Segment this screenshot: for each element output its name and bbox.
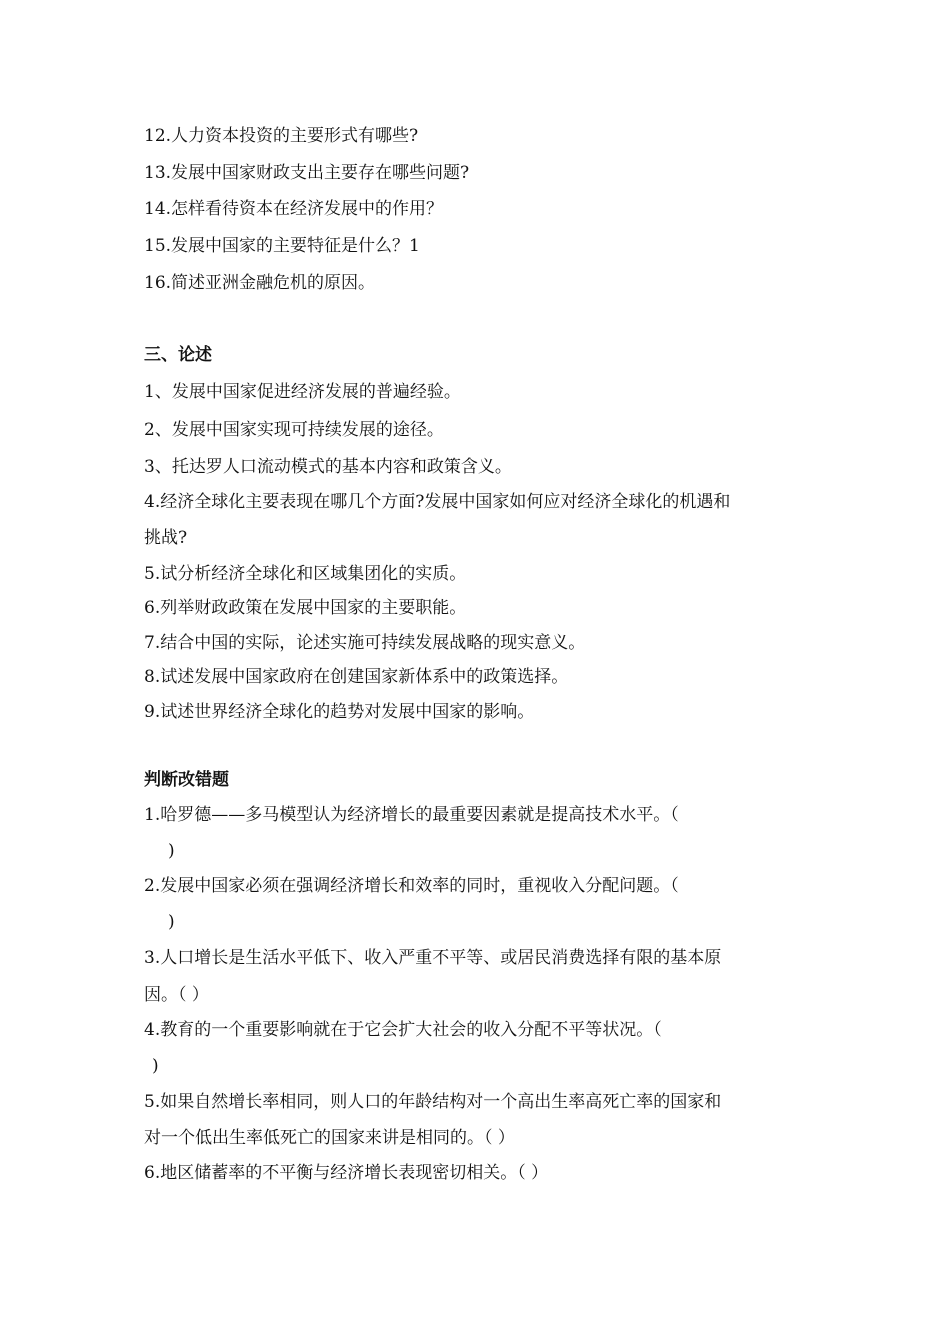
tf-item-1-bracket: )	[168, 841, 175, 861]
question-12: 12.人力资本投资的主要形式有哪些?	[144, 126, 419, 146]
essay-item-2: 2、发展中国家实现可持续发展的途径。	[144, 420, 444, 440]
essay-item-8: 8.试述发展中国家政府在创建国家新体系中的政策选择。	[144, 667, 569, 687]
essay-item-4: 4.经济全球化主要表现在哪几个方面?发展中国家如何应对经济全球化的机遇和	[144, 492, 731, 512]
tf-item-2-bracket: )	[168, 912, 175, 932]
question-15: 15.发展中国家的主要特征是什么？1	[144, 236, 420, 256]
essay-item-4-continued: 挑战?	[144, 528, 188, 548]
question-13: 13.发展中国家财政支出主要存在哪些问题?	[144, 163, 470, 183]
tf-item-3: 3.人口增长是生活水平低下、收入严重不平等、或居民消费选择有限的基本原	[144, 948, 722, 968]
essay-item-1: 1、发展中国家促进经济发展的普遍经验。	[144, 382, 461, 402]
tf-item-6: 6.地区储蓄率的不平衡与经济增长表现密切相关。（ ）	[144, 1163, 549, 1183]
question-14: 14.怎样看待资本在经济发展中的作用？	[144, 199, 444, 219]
tf-item-4: 4.教育的一个重要影响就在于它会扩大社会的收入分配不平等状况。（	[144, 1020, 662, 1040]
question-16: 16.简述亚洲金融危机的原因。	[144, 273, 376, 293]
true-false-heading: 判断改错题	[144, 770, 229, 790]
essay-item-7: 7.结合中国的实际，论述实施可持续发展战略的现实意义。	[144, 633, 586, 653]
essay-heading: 三、论述	[144, 345, 212, 365]
tf-item-3-continued: 因。（ ）	[144, 985, 209, 1005]
essay-item-3: 3、托达罗人口流动模式的基本内容和政策含义。	[144, 457, 512, 477]
tf-item-4-bracket: )	[152, 1056, 159, 1076]
essay-item-9: 9.试述世界经济全球化的趋势对发展中国家的影响。	[144, 702, 535, 722]
essay-item-5: 5.试分析经济全球化和区域集团化的实质。	[144, 564, 467, 584]
essay-item-6: 6.列举财政政策在发展中国家的主要职能。	[144, 598, 467, 618]
tf-item-2: 2.发展中国家必须在强调经济增长和效率的同时，重视收入分配问题。（	[144, 876, 679, 896]
tf-item-5-continued: 对一个低出生率低死亡的国家来讲是相同的。（ ）	[144, 1128, 515, 1148]
tf-item-1: 1.哈罗德——多马模型认为经济增长的最重要因素就是提高技术水平。（	[144, 805, 679, 825]
tf-item-5: 5.如果自然增长率相同，则人口的年龄结构对一个高出生率高死亡率的国家和	[144, 1092, 722, 1112]
